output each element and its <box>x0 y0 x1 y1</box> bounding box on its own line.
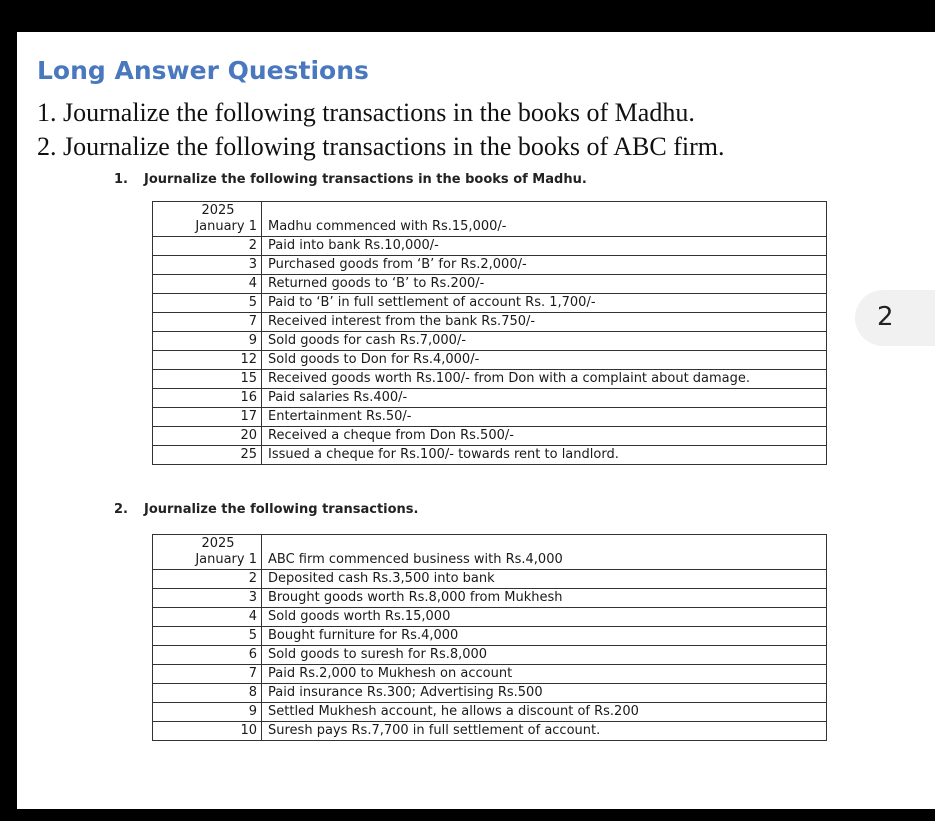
date-cell <box>153 535 262 570</box>
transaction-text: Bought furniture for Rs.4,000 <box>262 627 827 646</box>
table-row <box>153 427 827 446</box>
table-row <box>153 370 827 389</box>
month-label: January 1 <box>195 219 257 234</box>
table-row <box>153 294 827 313</box>
transaction-text: Settled Mukhesh account, he allows a discount of Rs.200 <box>262 703 827 722</box>
table-row <box>153 722 827 741</box>
question-1: 1. Journalize the following transactions in the books of Madhu. <box>37 98 695 127</box>
table-row <box>153 608 827 627</box>
transaction-text: Issued a cheque for Rs.100/- towards rent to landlord. <box>262 446 827 465</box>
date-cell: 10 <box>153 722 262 741</box>
sub-question-2-number: 2. <box>114 502 128 517</box>
table-row <box>153 389 827 408</box>
date-cell: 4 <box>153 275 262 294</box>
date-cell: 3 <box>153 256 262 275</box>
transaction-text: Paid Rs.2,000 to Mukhesh on account <box>262 665 827 684</box>
transactions-table-abc-body <box>153 535 827 741</box>
table-row <box>153 313 827 332</box>
date-cell: 2 <box>153 570 262 589</box>
table-row <box>153 256 827 275</box>
transaction-text: Paid into bank Rs.10,000/- <box>262 237 827 256</box>
document-page <box>17 32 935 809</box>
transaction-text: Received a cheque from Don Rs.500/- <box>262 427 827 446</box>
transaction-text: Brought goods worth Rs.8,000 from Mukhesh <box>262 589 827 608</box>
date-cell: 9 <box>153 703 262 722</box>
table-row <box>153 275 827 294</box>
transaction-text: Received goods worth Rs.100/- from Don with a complaint about damage. <box>262 370 827 389</box>
date-cell: 15 <box>153 370 262 389</box>
date-cell: 9 <box>153 332 262 351</box>
transaction-text: Sold goods to Don for Rs.4,000/- <box>262 351 827 370</box>
date-cell: 12 <box>153 351 262 370</box>
date-cell: 25 <box>153 446 262 465</box>
date-cell <box>153 202 262 237</box>
transaction-text: Paid insurance Rs.300; Advertising Rs.500 <box>262 684 827 703</box>
transaction-text: ABC firm commenced business with Rs.4,000 <box>262 535 827 570</box>
sub-question-2 <box>114 502 418 517</box>
date-cell: 4 <box>153 608 262 627</box>
table-row <box>153 703 827 722</box>
date-cell: 5 <box>153 294 262 313</box>
table-row <box>153 408 827 427</box>
transaction-text: Sold goods for cash Rs.7,000/- <box>262 332 827 351</box>
transaction-text: Sold goods to suresh for Rs.8,000 <box>262 646 827 665</box>
table-row <box>153 684 827 703</box>
date-cell: 20 <box>153 427 262 446</box>
sub-question-1-number: 1. <box>114 172 128 187</box>
date-cell: 17 <box>153 408 262 427</box>
transaction-text: Madhu commenced with Rs.15,000/- <box>262 202 827 237</box>
month-label: January 1 <box>195 552 257 567</box>
table-row <box>153 665 827 684</box>
transaction-text: Suresh pays Rs.7,700 in full settlement of account. <box>262 722 827 741</box>
year-label: 2025 <box>201 203 235 218</box>
table-row <box>153 202 827 237</box>
table-row <box>153 570 827 589</box>
section-heading: Long Answer Questions <box>37 56 369 85</box>
date-cell: 5 <box>153 627 262 646</box>
transactions-table-madhu-body <box>153 202 827 465</box>
transaction-text: Paid to ‘B’ in full settlement of account Rs. 1,700/- <box>262 294 827 313</box>
transactions-table-abc <box>152 534 827 741</box>
date-cell: 6 <box>153 646 262 665</box>
year-label: 2025 <box>201 536 235 551</box>
date-cell: 7 <box>153 313 262 332</box>
date-cell: 16 <box>153 389 262 408</box>
table-row <box>153 535 827 570</box>
table-row <box>153 627 827 646</box>
table-row <box>153 332 827 351</box>
table-row <box>153 589 827 608</box>
page-number: 2 <box>877 302 894 332</box>
transactions-table-madhu <box>152 201 827 465</box>
date-cell: 2 <box>153 237 262 256</box>
date-cell: 8 <box>153 684 262 703</box>
sub-question-2-title: Journalize the following transactions. <box>144 502 419 517</box>
transaction-text: Received interest from the bank Rs.750/- <box>262 313 827 332</box>
table-row <box>153 351 827 370</box>
transaction-text: Purchased goods from ‘B’ for Rs.2,000/- <box>262 256 827 275</box>
sub-question-1-title: Journalize the following transactions in the books of Madhu. <box>144 172 587 187</box>
transaction-text: Entertainment Rs.50/- <box>262 408 827 427</box>
sub-question-1 <box>114 172 587 187</box>
transaction-text: Deposited cash Rs.3,500 into bank <box>262 570 827 589</box>
date-cell: 7 <box>153 665 262 684</box>
table-row <box>153 446 827 465</box>
table-row <box>153 237 827 256</box>
date-cell: 3 <box>153 589 262 608</box>
transaction-text: Paid salaries Rs.400/- <box>262 389 827 408</box>
table-row <box>153 646 827 665</box>
question-2: 2. Journalize the following transactions in the books of ABC firm. <box>37 132 725 161</box>
transaction-text: Returned goods to ‘B’ to Rs.200/- <box>262 275 827 294</box>
page-number-badge[interactable] <box>855 290 935 346</box>
transaction-text: Sold goods worth Rs.15,000 <box>262 608 827 627</box>
